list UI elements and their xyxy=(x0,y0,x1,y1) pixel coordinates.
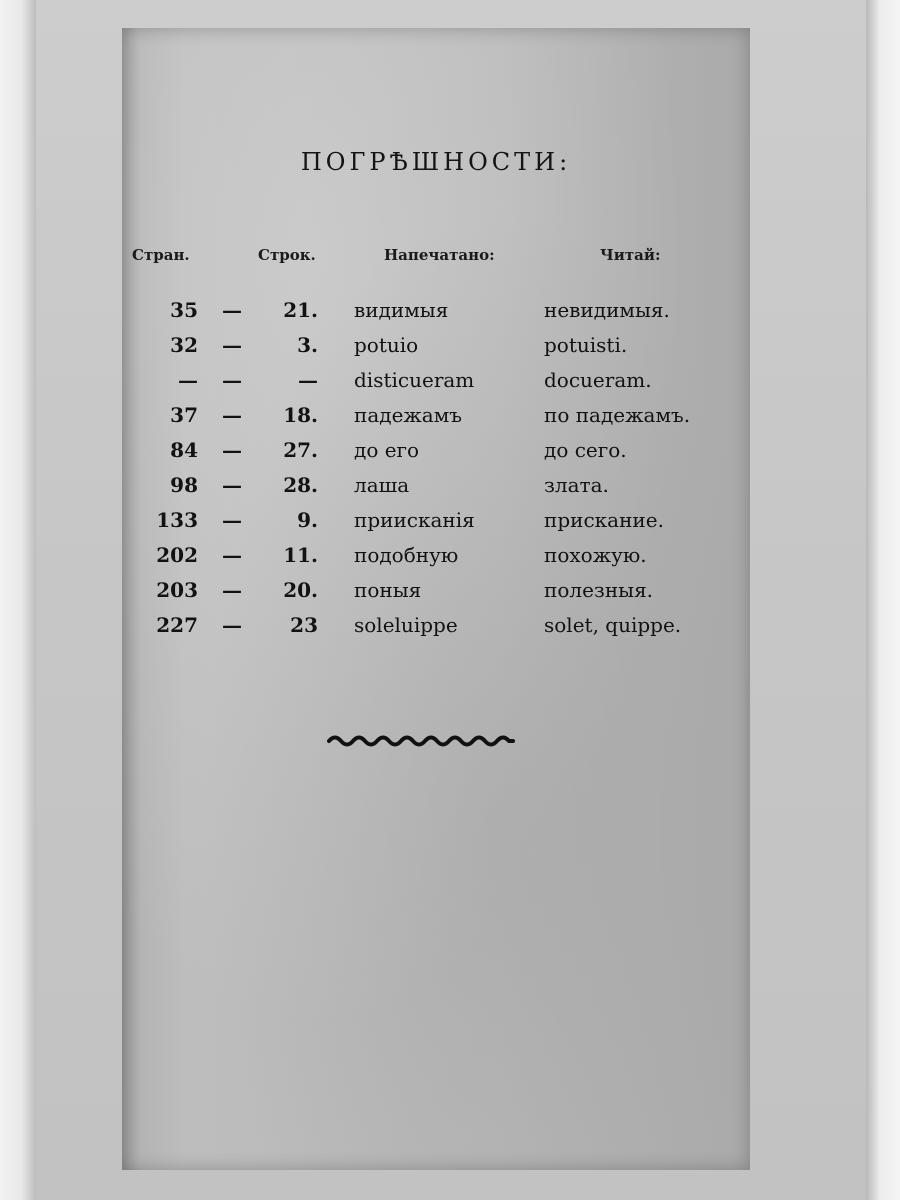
cell-page: 98 xyxy=(170,473,198,497)
cell-dash: — xyxy=(222,298,242,322)
table-row xyxy=(122,613,750,647)
table-row xyxy=(122,333,750,367)
cell-line: 20. xyxy=(283,578,318,602)
cell-printed: до его xyxy=(354,438,420,462)
table-row xyxy=(122,438,750,472)
errata-page xyxy=(122,28,750,1170)
cell-printed: disticueram xyxy=(354,368,475,392)
cell-page: 84 xyxy=(170,438,198,462)
cell-page: 35 xyxy=(170,298,198,322)
cell-printed: падежамъ xyxy=(354,403,463,427)
table-row xyxy=(122,543,750,577)
cell-printed: potuio xyxy=(354,333,419,357)
header-read: Читай: xyxy=(600,246,661,264)
cell-line: 28. xyxy=(283,473,318,497)
cell-dash: — xyxy=(222,578,242,602)
table-row xyxy=(122,298,750,332)
cell-printed: видимыя xyxy=(354,298,449,322)
cell-line: 9. xyxy=(297,508,318,532)
left-background-edge xyxy=(0,0,36,1200)
table-row xyxy=(122,578,750,612)
right-background-edge xyxy=(866,0,900,1200)
cell-page: 202 xyxy=(156,543,198,567)
cell-line: 21. xyxy=(283,298,318,322)
table-row xyxy=(122,403,750,437)
cell-printed: приисканія xyxy=(354,508,475,532)
cell-line: 27. xyxy=(283,438,318,462)
cell-line: 23 xyxy=(290,613,318,637)
cell-line: 3. xyxy=(297,333,318,357)
cell-page: 133 xyxy=(156,508,198,532)
cell-read: docueram. xyxy=(544,368,652,392)
header-printed: Напечатано: xyxy=(384,246,495,264)
cell-page: 37 xyxy=(170,403,198,427)
cell-read: похожую. xyxy=(544,543,647,567)
cell-read: прискание. xyxy=(544,508,664,532)
cell-dash: — xyxy=(222,508,242,532)
cell-read: полезныя. xyxy=(544,578,654,602)
cell-line: 11. xyxy=(283,543,318,567)
cell-line: 18. xyxy=(283,403,318,427)
cell-dash: — xyxy=(222,368,242,392)
cell-read: potuisti. xyxy=(544,333,628,357)
table-row xyxy=(122,473,750,507)
cell-read: solet, quippe. xyxy=(544,613,682,637)
cell-read: злата. xyxy=(544,473,609,497)
cell-dash: — xyxy=(222,473,242,497)
cell-printed: soleluippe xyxy=(354,613,458,637)
page-title: ПОГРѢШНОСТИ: xyxy=(300,148,572,176)
table-row xyxy=(122,368,750,402)
cell-dash: — xyxy=(222,613,242,637)
wavy-divider-ornament xyxy=(327,731,515,751)
table-row xyxy=(122,508,750,542)
cell-read: невидимыя. xyxy=(544,298,670,322)
header-line: Строк. xyxy=(258,246,316,264)
cell-dash: — xyxy=(222,543,242,567)
cell-read: до сего. xyxy=(544,438,627,462)
cell-dash: — xyxy=(222,333,242,357)
cell-page: 203 xyxy=(156,578,198,602)
cell-line: — xyxy=(298,368,318,392)
cell-page: 32 xyxy=(170,333,198,357)
cell-printed: лаша xyxy=(354,473,410,497)
cell-dash: — xyxy=(222,438,242,462)
cell-dash: — xyxy=(222,403,242,427)
cell-read: по падежамъ. xyxy=(544,403,691,427)
cell-printed: подобную xyxy=(354,543,459,567)
cell-printed: поныя xyxy=(354,578,422,602)
header-page: Стран. xyxy=(132,246,190,264)
cell-page: — xyxy=(178,368,198,392)
cell-page: 227 xyxy=(156,613,198,637)
